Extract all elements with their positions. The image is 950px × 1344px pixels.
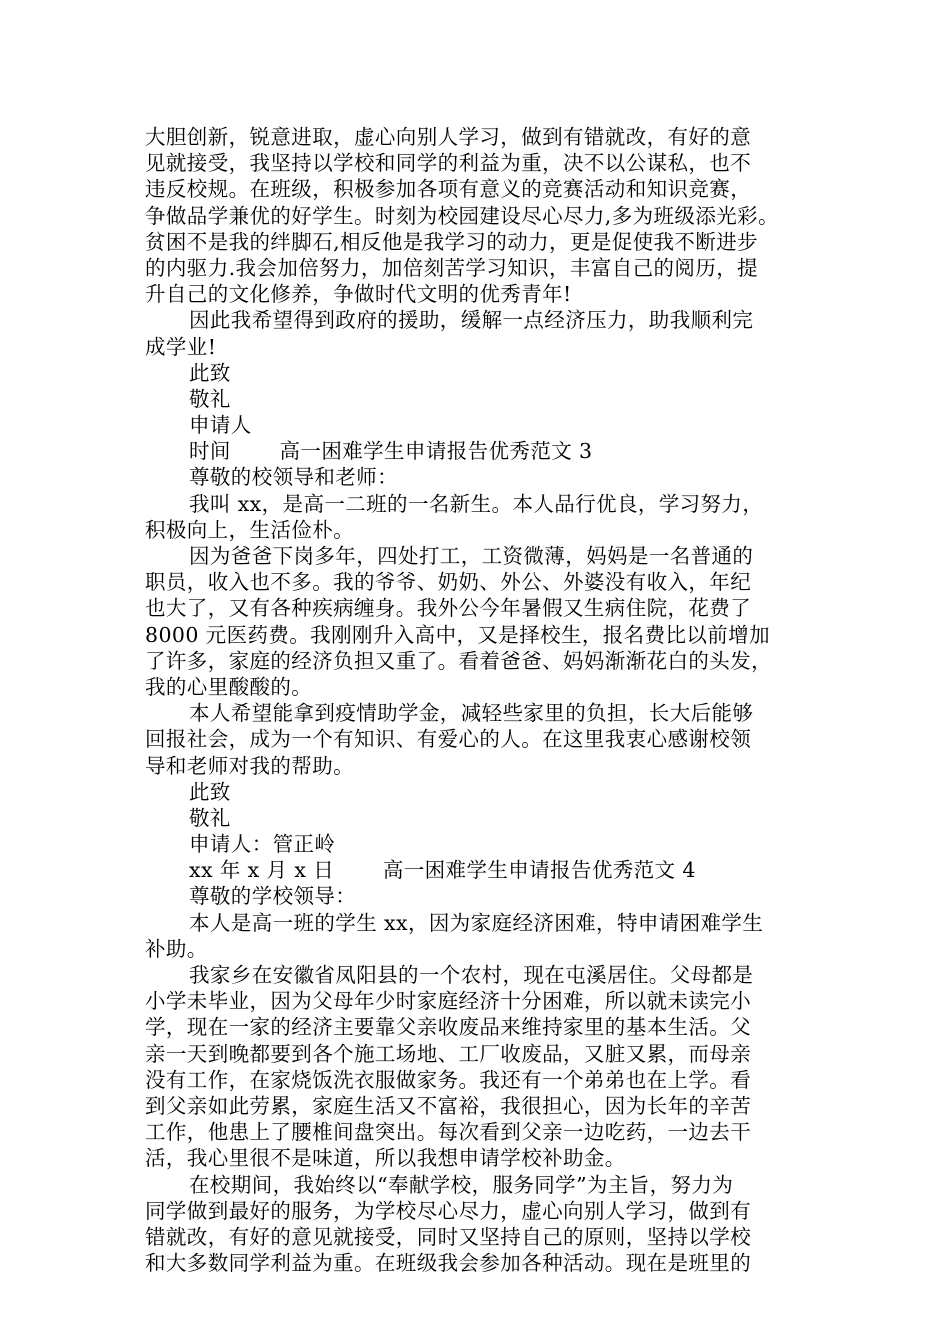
text-line: 见就接受，我坚持以学校和同学的利益为重，决不以公谋私，也不 bbox=[145, 151, 752, 176]
text-line: 的内驱力.我会加倍努力，加倍刻苦学习知识，丰富自己的阅历，提 bbox=[145, 255, 759, 280]
text-line: 尊敬的校领导和老师： bbox=[189, 465, 398, 490]
text-line: 回报社会，成为一个有知识、有爱心的人。在这里我衷心感谢校领 bbox=[145, 727, 752, 752]
text-line: 时间 高一困难学生申请报告优秀范文 3 bbox=[189, 439, 593, 464]
text-line: 了许多，家庭的经济负担又重了。看着爸爸、妈妈渐渐花白的头发， bbox=[145, 648, 772, 673]
text-line: 工作，他患上了腰椎间盘突出。每次看到父亲一边吃药，一边去干 bbox=[145, 1120, 752, 1145]
text-line: 学，现在一家的经济主要靠父亲收废品来维持家里的基本生活。父 bbox=[145, 1015, 752, 1040]
text-line: 贫困不是我的绊脚石,相反他是我学习的动力，更是促使我不断进步 bbox=[145, 229, 759, 254]
text-line: 我的心里酸酸的。 bbox=[145, 674, 313, 699]
text-line: 导和老师对我的帮助。 bbox=[145, 753, 354, 778]
text-line: 也大了，又有各种疾病缠身。我外公今年暑假又生病住院，花费了 bbox=[145, 596, 752, 621]
text-line: 本人是高一班的学生 xx，因为家庭经济困难，特申请困难学生 bbox=[189, 910, 764, 935]
text-line: 升自己的文化修养，争做时代文明的优秀青年! bbox=[145, 282, 572, 307]
text-line: 成学业! bbox=[145, 334, 217, 359]
text-line: 此致 bbox=[189, 360, 231, 385]
text-line: 8000 元医药费。我刚刚升入高中，又是择校生，报名费比以前增加 bbox=[145, 622, 770, 647]
text-line: 争做品学兼优的好学生。时刻为校园建设尽心尽力,多为班级添光彩。 bbox=[145, 203, 779, 228]
text-line: 到父亲如此劳累，家庭生活又不富裕，我很担心，因为长年的辛苦 bbox=[145, 1093, 752, 1118]
text-line: 小学未毕业，因为父母年少时家庭经济十分困难，所以就未读完小 bbox=[145, 989, 752, 1014]
text-line: 在校期间，我始终以“奉献学校，服务同学”为主旨，努力为 bbox=[189, 1172, 734, 1197]
text-line: 敬礼 bbox=[189, 386, 231, 411]
text-line: 我家乡在安徽省凤阳县的一个农村，现在屯溪居住。父母都是 bbox=[189, 963, 754, 987]
text-line: 同学做到最好的服务，为学校尽心尽力，虚心向别人学习，做到有 bbox=[145, 1198, 752, 1223]
text-line: 申请人：管正岭 bbox=[189, 832, 336, 857]
text-line: 本人希望能拿到疫情助学金，减轻些家里的负担，长大后能够 bbox=[189, 701, 754, 726]
text-line: 此致 bbox=[189, 779, 231, 804]
text-line: 因为爸爸下岗多年，四处打工，工资微薄，妈妈是一名普通的 bbox=[189, 544, 754, 568]
text-line: 积极向上，生活俭朴。 bbox=[145, 517, 354, 542]
text-line: xx 年 x 月 x 日 高一困难学生申请报告优秀范文 4 bbox=[189, 858, 696, 883]
text-line: 职员，收入也不多。我的爷爷、奶奶、外公、外婆没有收入，年纪 bbox=[145, 570, 752, 595]
text-line: 因此我希望得到政府的援助，缓解一点经济压力，助我顺利完 bbox=[189, 308, 754, 333]
text-line: 和大多数同学利益为重。在班级我会参加各种活动。现在是班里的 bbox=[145, 1251, 752, 1276]
document-page bbox=[145, 124, 815, 1276]
text-line: 违反校规。在班级，积极参加各项有意义的竞赛活动和知识竞赛， bbox=[145, 177, 752, 202]
text-line: 大胆创新，锐意进取，虚心向别人学习，做到有错就改，有好的意 bbox=[145, 125, 752, 149]
text-line: 补助。 bbox=[145, 936, 208, 961]
text-line: 申请人 bbox=[189, 413, 252, 438]
text-line: 错就改，有好的意见就接受，同时又坚持自己的原则，坚持以学校 bbox=[145, 1224, 752, 1249]
text-line: 尊敬的学校领导： bbox=[189, 884, 357, 909]
text-line: 亲一天到晚都要到各个施工场地、工厂收废品，又脏又累，而母亲 bbox=[145, 1041, 752, 1066]
text-line: 敬礼 bbox=[189, 805, 231, 830]
text-line: 我叫 xx，是高一二班的一名新生。本人品行优良，学习努力， bbox=[189, 491, 764, 516]
text-line: 没有工作，在家烧饭洗衣服做家务。我还有一个弟弟也在上学。看 bbox=[145, 1067, 752, 1092]
text-line: 活，我心里很不是味道，所以我想申请学校补助金。 bbox=[145, 1146, 626, 1171]
